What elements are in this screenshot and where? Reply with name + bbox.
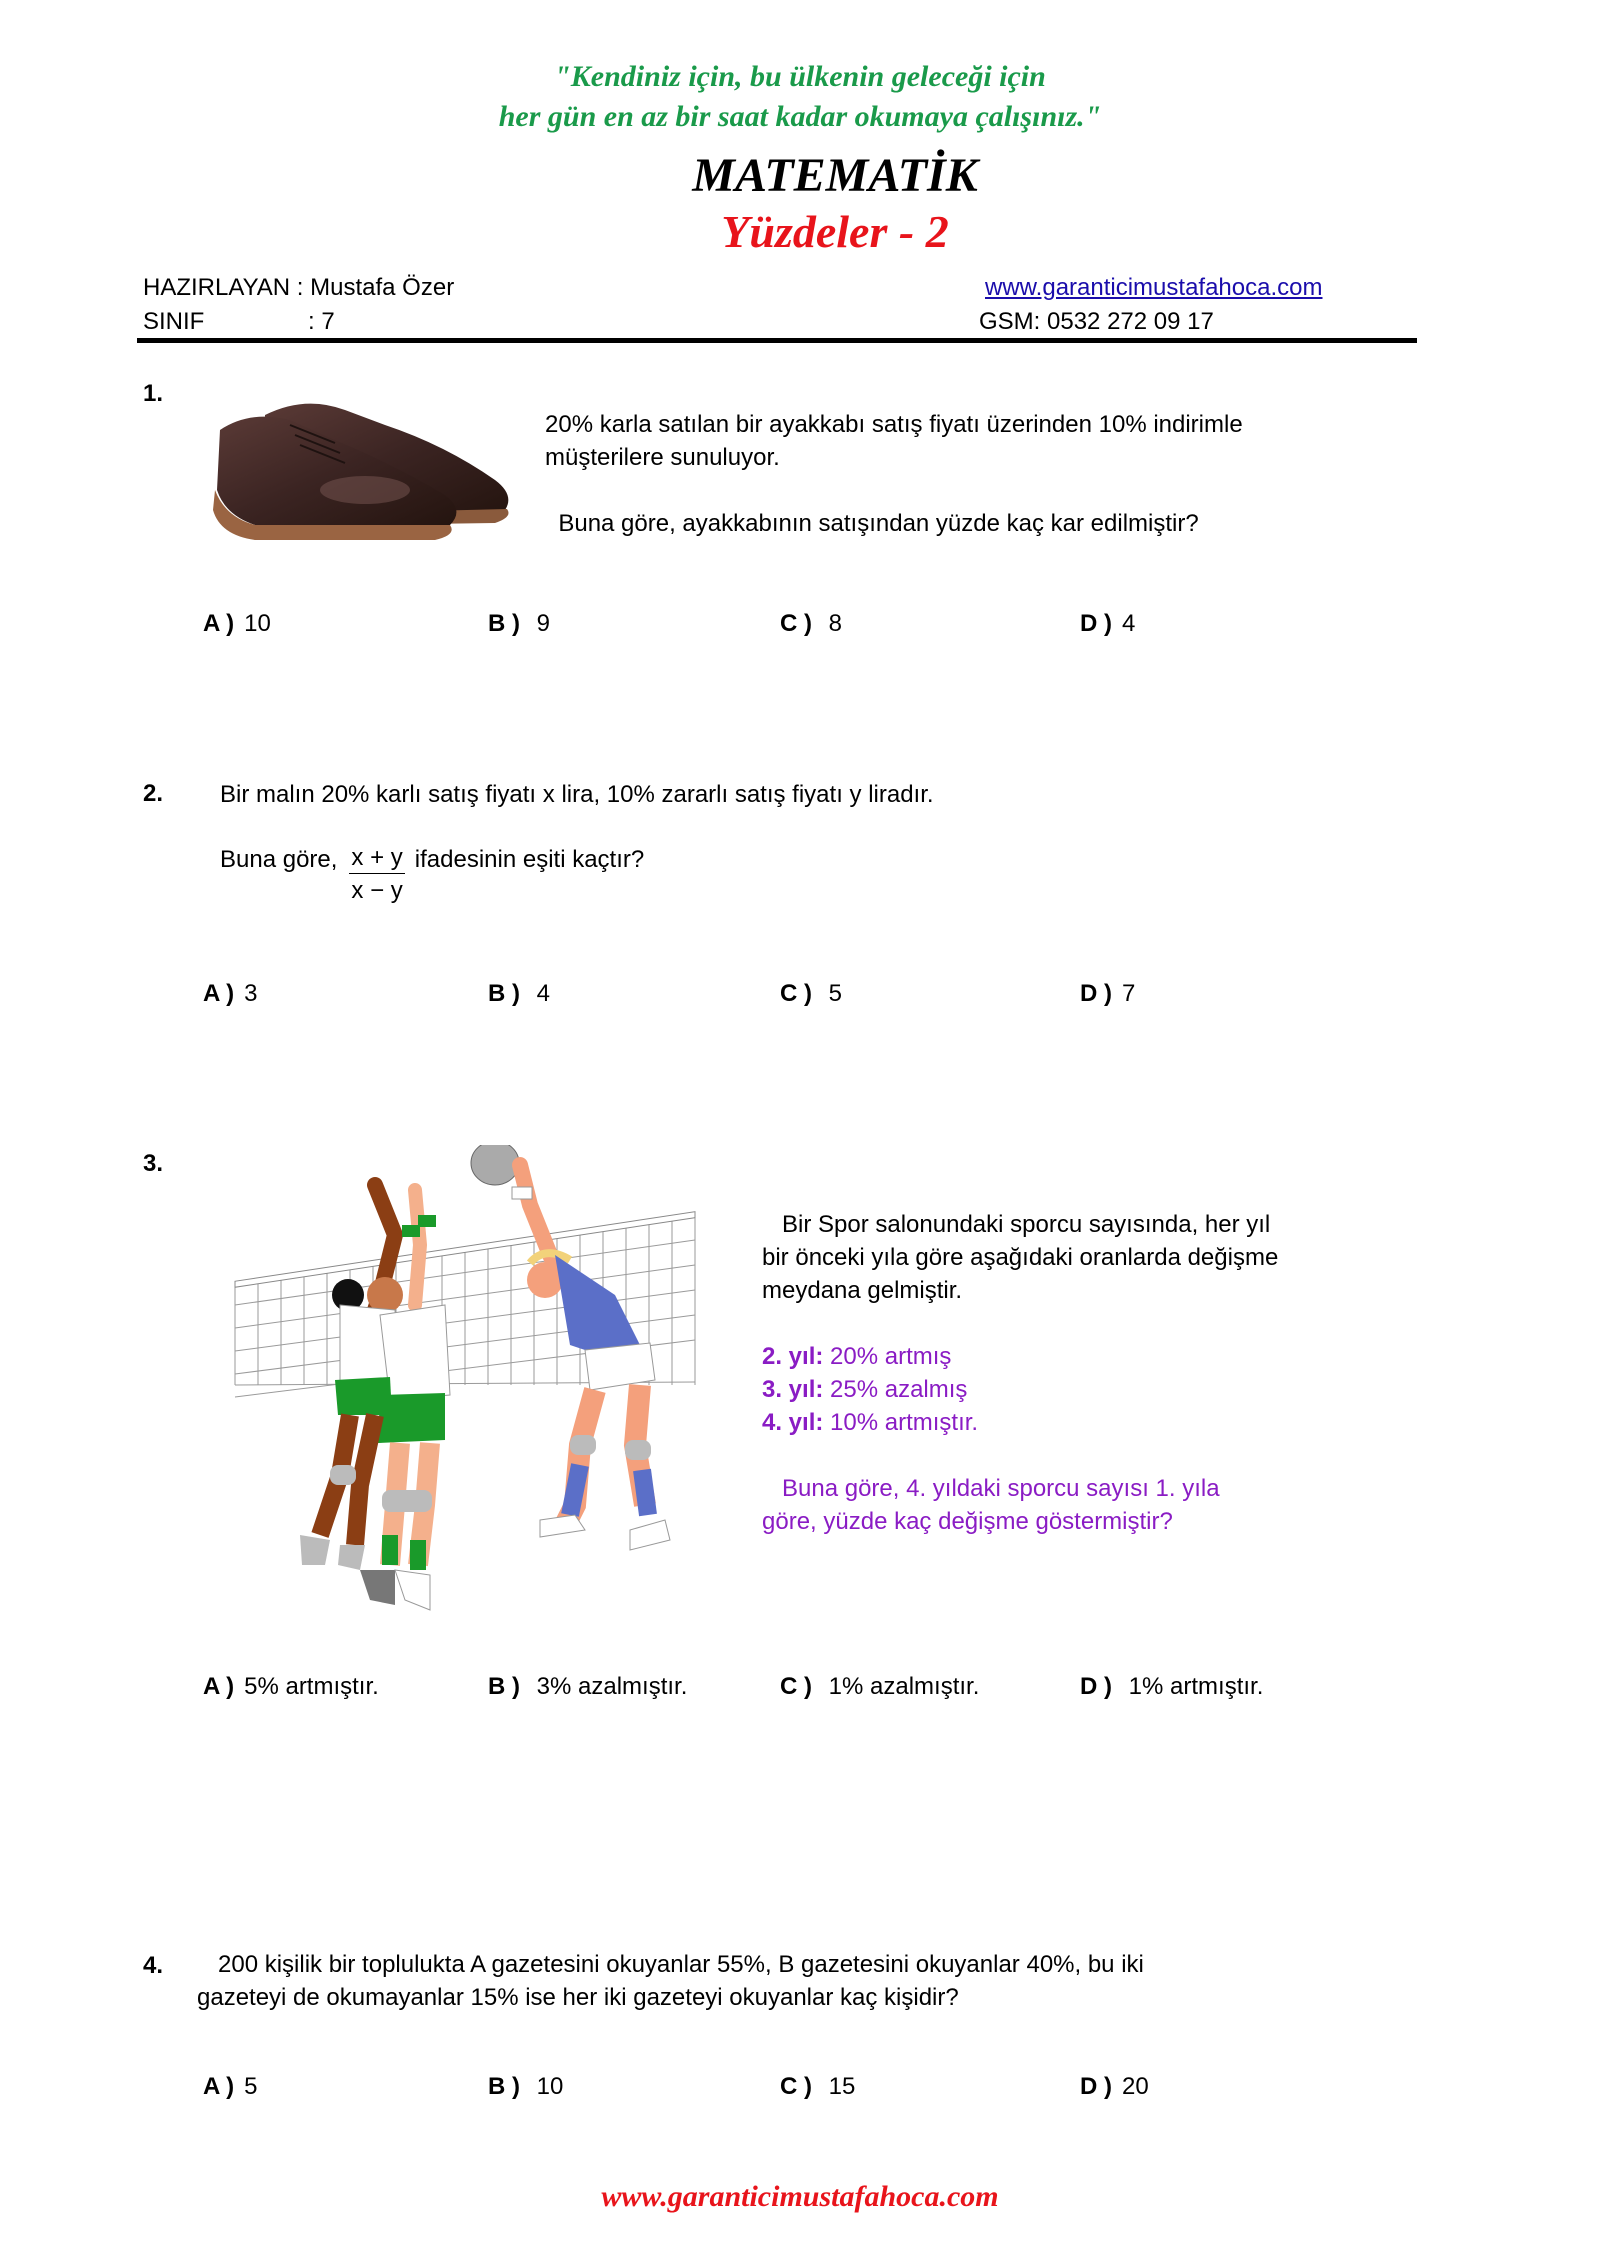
subject-title: MATEMATİK — [692, 149, 978, 202]
fraction-denominator: x − y — [351, 877, 403, 904]
footer-website[interactable]: www.garanticimustafahoca.com — [601, 2180, 999, 2213]
option-b[interactable]: B ) 10 — [488, 2073, 564, 2100]
option-a[interactable]: A ) 5% artmıştır. — [203, 1673, 379, 1700]
option-d[interactable]: D ) 1% artmıştır. — [1080, 1673, 1264, 1700]
question-2-text: Bir malın 20% karlı satış fiyatı x lira, 10% zararlı satış fiyatı y liradır. — [220, 781, 934, 808]
change-year-3: 3. yıl: 25% azalmış — [762, 1376, 968, 1403]
question-3-options — [203, 1673, 1403, 1709]
option-d[interactable]: D ) 20 — [1080, 2073, 1149, 2100]
class-value: : 7 — [308, 308, 335, 335]
volleyball-players-icon — [230, 1145, 710, 1625]
motto-line-1: "Kendiniz için, bu ülkenin geleceği için — [554, 60, 1046, 93]
shoe-icon — [195, 385, 525, 545]
question-4-text-line-2: gazeteyi de okumayanlar 15% ise her iki gazeteyi okuyanlar kaç kişidir? — [197, 1984, 959, 2011]
question-3-prompt-line-1: Buna göre, 4. yıldaki sporcu sayısı 1. yıla — [762, 1475, 1220, 1502]
option-c[interactable]: C ) 8 — [780, 610, 843, 637]
option-b[interactable]: B ) 3% azalmıştır. — [488, 1673, 688, 1700]
question-2-number: 2. — [143, 780, 164, 807]
option-a[interactable]: A ) 5 — [203, 2073, 258, 2100]
motto-line-2: her gün en az bir saat kadar okumaya çalışınız." — [498, 100, 1102, 133]
option-c[interactable]: C ) 1% azalmıştır. — [780, 1673, 980, 1700]
question-3-text-line-2: bir önceki yıla göre aşağıdaki oranlarda değişme — [762, 1244, 1279, 1271]
option-b[interactable]: B ) 9 — [488, 610, 551, 637]
question-1-text-line-1: 20% karla satılan bir ayakkabı satış fiyatı üzerinden 10% indirimle — [545, 411, 1243, 438]
option-d[interactable]: D ) 7 — [1080, 980, 1136, 1007]
option-c[interactable]: C ) 5 — [780, 980, 843, 1007]
header-divider — [137, 338, 1417, 343]
change-year-2: 2. yıl: 20% artmış — [762, 1343, 952, 1370]
topic-title: Yüzdeler - 2 — [721, 206, 949, 257]
question-4-number: 4. — [143, 1952, 164, 1979]
shoes-image — [195, 385, 525, 545]
option-c[interactable]: C ) 15 — [780, 2073, 856, 2100]
question-2-prompt: Buna göre, $\frac{x + y}{x - y}$ ifadesinin eşiti kaçtır? — [220, 843, 644, 908]
option-b[interactable]: B ) 4 — [488, 980, 551, 1007]
question-1-number: 1. — [143, 380, 164, 407]
question-3-text-line-3: meydana gelmiştir. — [762, 1277, 963, 1304]
question-1-text-line-2: müşterilere sunuluyor. — [545, 444, 780, 471]
class-label: SINIF — [143, 308, 205, 335]
option-d[interactable]: D ) 4 — [1080, 610, 1136, 637]
gsm-number: GSM: 0532 272 09 17 — [979, 308, 1214, 335]
question-3-prompt-line-2: göre, yüzde kaç değişme göstermiştir? — [762, 1508, 1173, 1535]
fraction — [349, 843, 404, 908]
question-3-number: 3. — [143, 1150, 164, 1177]
question-4-options — [203, 2073, 1403, 2109]
change-year-4: 4. yıl: 10% artmıştır. — [762, 1409, 979, 1436]
prepared-by: HAZIRLAYAN : Mustafa Özer — [143, 274, 455, 301]
question-1-options — [203, 610, 1403, 646]
fraction-numerator: x + y — [349, 843, 404, 874]
question-1-prompt: Buna göre, ayakkabının satışından yüzde kaç kar edilmiştir? — [545, 510, 1199, 537]
question-3-text-line-1: Bir Spor salonundaki sporcu sayısında, her yıl — [762, 1211, 1271, 1238]
volleyball-image — [230, 1145, 710, 1625]
website-link[interactable]: www.garanticimustafahoca.com — [985, 274, 1323, 301]
option-a[interactable]: A ) 10 — [203, 610, 271, 637]
question-4-text-line-1: 200 kişilik bir toplulukta A gazetesini okuyanlar 55%, B gazetesini okuyanlar 40%, bu iki — [218, 1951, 1144, 1978]
option-a[interactable]: A ) 3 — [203, 980, 258, 1007]
question-2-options — [203, 980, 1403, 1016]
